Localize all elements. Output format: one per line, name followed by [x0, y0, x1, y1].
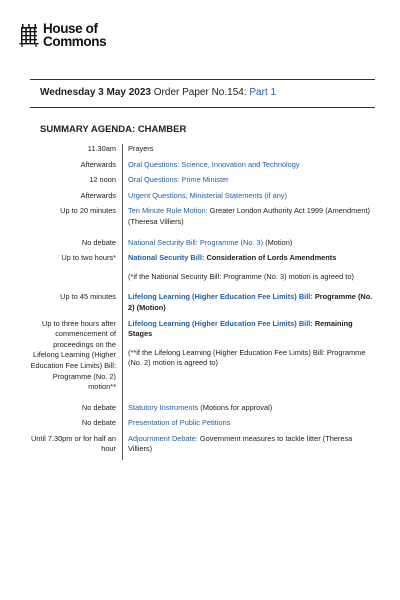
logo-line-1: House of: [43, 21, 98, 36]
house-of-commons-logo: [19, 23, 106, 48]
agenda-time: Afterwards: [80, 159, 116, 169]
agenda-item-text: Greater London Authority Act 1999 (Amendment) (Theresa Villiers): [128, 206, 370, 226]
agenda-item-text: Consideration of Lords Amendments: [204, 253, 337, 263]
agenda-time: Up to two hours*: [61, 253, 116, 263]
agenda-item-text: Government measures to tackle litter (Theresa Villiers): [128, 433, 353, 454]
agenda-time: No debate: [81, 402, 116, 412]
agenda-item-link[interactable]: Presentation of Public Petitions: [128, 418, 231, 428]
agenda-item-link[interactable]: Lifelong Learning (Higher Education Fee Limits) Bill:: [128, 292, 313, 302]
agenda-time: Up to 20 minutes: [60, 206, 116, 216]
agenda-row: [30, 144, 380, 160]
agenda-time: Up to 45 minutes: [60, 292, 116, 302]
agenda-item: [123, 144, 373, 160]
logo-line-2: Commons: [43, 33, 107, 49]
agenda-time: 12 noon: [89, 175, 116, 185]
order-paper-line: [40, 87, 276, 98]
summary-agenda-heading: SUMMARY AGENDA: CHAMBER: [40, 124, 187, 135]
top-rule: [30, 79, 375, 80]
agenda-item: [123, 191, 373, 207]
agenda-item-link[interactable]: Adjournment Debate:: [128, 433, 198, 443]
order-paper-part: Part 1: [249, 87, 277, 98]
agenda-item: [123, 160, 373, 176]
agenda-item: [123, 292, 373, 318]
agenda-row: [30, 206, 380, 237]
order-paper-number: Order Paper No.154:: [151, 87, 250, 98]
agenda-item: [123, 175, 373, 191]
agenda-row: [30, 253, 380, 292]
agenda-row: [30, 191, 380, 207]
agenda-row: [30, 434, 380, 460]
agenda-item-text: Prayers: [128, 144, 154, 153]
agenda-row: [30, 319, 380, 403]
bottom-rule: [30, 107, 375, 108]
agenda-item-link[interactable]: National Security Bill: Programme (No. 3): [128, 237, 264, 247]
agenda-item-text: Programme (No. 2) (Motion): [128, 292, 373, 312]
agenda-item: [123, 253, 373, 292]
agenda-time: Afterwards: [80, 190, 116, 200]
agenda-row: [30, 175, 380, 191]
agenda-item-link[interactable]: Urgent Questions, Ministerial Statements (if any): [128, 190, 287, 200]
logo-wordmark: [43, 23, 106, 48]
agenda-time: Until 7.30pm or for half an hour: [30, 433, 116, 454]
portcullis-icon: [19, 24, 39, 47]
agenda-item: [123, 418, 373, 434]
order-paper-date: Wednesday 3 May 2023: [40, 87, 151, 98]
agenda-table: [30, 144, 380, 460]
agenda-item: [123, 206, 373, 237]
agenda-time: Up to three hours after commencement of proceedings on the Lifelong Learning (Higher Education Fee Limits) Bill: Programme (No. 2) motion**: [30, 318, 116, 392]
agenda-item-note: (*if the National Security Bill: Programme (No. 3) motion is agreed to): [128, 271, 354, 281]
agenda-time: 11.30am: [87, 144, 116, 153]
agenda-item-link[interactable]: Ten Minute Rule Motion:: [128, 206, 208, 216]
agenda-row: [30, 292, 380, 318]
agenda-item-link[interactable]: National Security Bill:: [128, 253, 205, 263]
agenda-item-link[interactable]: Oral Questions: Prime Minister: [128, 175, 229, 185]
agenda-item-text: (Motion): [263, 237, 293, 247]
agenda-item-note: (**if the Lifelong Learning (Higher Education Fee Limits) Bill: Programme (No. 2) motion is agreed to): [128, 347, 366, 368]
agenda-item: [123, 238, 373, 254]
agenda-item-link[interactable]: Statutory Instruments: [128, 402, 199, 412]
agenda-item-link[interactable]: Lifelong Learning (Higher Education Fee Limits) Bill:: [128, 318, 313, 328]
agenda-item: [123, 434, 373, 460]
agenda-row: [30, 160, 380, 176]
agenda-item-text: (Motions for approval): [198, 402, 273, 412]
agenda-item: [123, 319, 373, 403]
agenda-item: [123, 403, 373, 419]
agenda-row: [30, 418, 380, 434]
agenda-item-link[interactable]: Oral Questions: Science, Innovation and Technology: [128, 159, 300, 169]
agenda-row: [30, 238, 380, 254]
agenda-row: [30, 403, 380, 419]
agenda-time: No debate: [81, 418, 116, 428]
agenda-item-text: Remaining Stages: [128, 318, 353, 339]
agenda-time: No debate: [81, 237, 116, 247]
